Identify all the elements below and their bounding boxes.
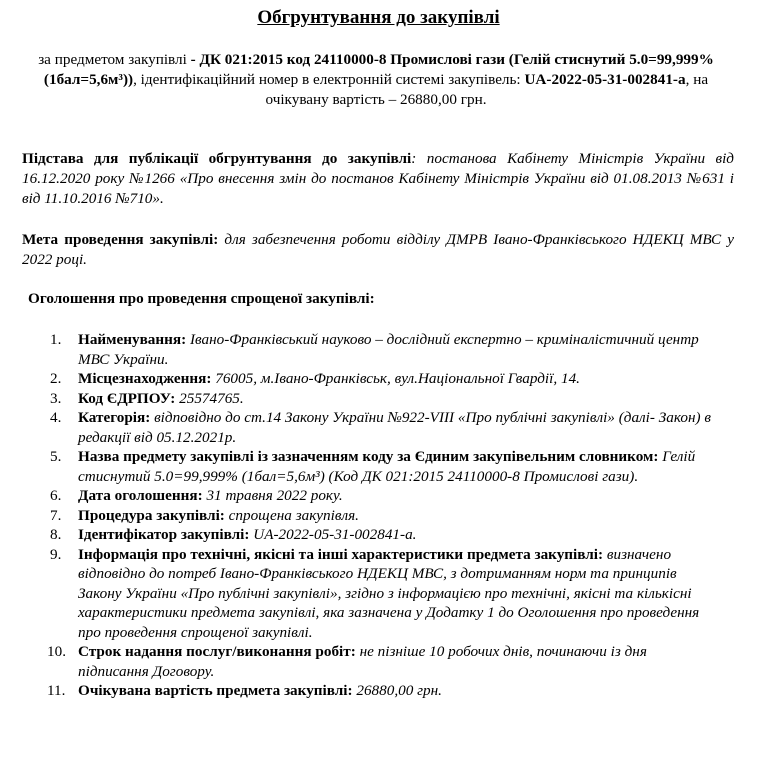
goal-text: для забезпечення роботи відділу ДМРВ Івано-Франківського НДЕКЦ МВС у 2022 році. xyxy=(22,231,734,268)
item-number: 10. xyxy=(47,643,66,660)
item-value: UA-2022-05-31-002841-a. xyxy=(249,526,417,543)
item-label: Строк надання послуг/виконання робіт: xyxy=(78,643,356,660)
item-label: Ідентифікатор закупівлі: xyxy=(78,526,250,543)
item-label: Назва предмету закупівлі із зазначенням коду за Єдиним закупівельним словником: xyxy=(78,448,659,465)
item-number: 6. xyxy=(50,487,62,504)
item-number: 1. xyxy=(50,331,62,348)
item-label: Найменування: xyxy=(78,331,187,348)
list-item xyxy=(0,525,757,545)
item-value: відповідно до ст.14 Закону України №922-VIII «Про публічні закупівлі» (далі- Закон) в редакції від 05.12.2021р. xyxy=(78,409,711,446)
list-item xyxy=(0,681,757,701)
basis-label: Підстава для публікації обгрунтування до закупівлі xyxy=(22,150,412,167)
item-value: 25574765. xyxy=(175,389,244,407)
basis-paragraph xyxy=(22,149,734,209)
item-value: Івано-Франківський науково – дослідний експертно – криміналістичний центр МВС України. xyxy=(78,331,699,368)
subject-middle: , ідентифікаційний номер в електронній системі закупівель: xyxy=(133,71,525,88)
item-value: визначено відповідно до потреб Івано-Франківського НДЕКЦ МВС, з дотриманням норм та принципів Закону України «Про публічні закупівлі», згідно з інформацією про технічні, якісні та кількісні характеристики предмета закупівлі, яка зазначена у Додатку 1 до Оголошення про проведення про проведення спрощеної закупівлі. xyxy=(78,545,700,641)
item-number: 5. xyxy=(50,448,62,465)
goal-paragraph xyxy=(22,230,734,270)
item-number: 7. xyxy=(50,506,62,524)
item-number: 2. xyxy=(50,370,62,387)
item-value: спрощена закупівля. xyxy=(224,506,359,524)
item-label: Категорія: xyxy=(78,409,151,426)
list-item xyxy=(0,330,757,369)
item-label: Інформація про технічні, якісні та інші характеристики предмета закупівлі: xyxy=(78,545,604,563)
item-label: Очікувана вартість предмета закупівлі: xyxy=(78,682,353,699)
list-item xyxy=(0,447,757,486)
list-item xyxy=(0,506,757,526)
item-value: 31 травня 2022 року. xyxy=(202,487,343,504)
item-value: Гелій стиснутий 5.0=99,999% (1бал=5,6м³) (Код ДК 021:2015 24110000-8 Промислові гази). xyxy=(78,448,696,485)
item-label: Код ЄДРПОУ: xyxy=(78,389,176,407)
subject-code: - ДК 021:2015 код 24110000-8 Промислові гази (Гелій стиснутий 5.0=99,999% (1бал=5,6м³)) xyxy=(43,51,714,88)
item-number: 9. xyxy=(50,545,62,563)
subject-suffix: , на очікувану вартість – 26880,00 грн. xyxy=(265,71,709,108)
procurement-subject xyxy=(18,50,734,110)
list-item xyxy=(0,486,757,506)
item-number: 3. xyxy=(50,389,62,407)
goal-label: Мета проведення закупівлі: xyxy=(22,231,219,248)
announcement-list xyxy=(0,330,757,701)
item-number: 4. xyxy=(50,409,62,426)
item-value: не пізніше 10 робочих днів, починаючи із дня підписання Договору. xyxy=(78,643,647,680)
list-item xyxy=(0,389,757,409)
list-item xyxy=(0,545,757,643)
item-number: 8. xyxy=(50,526,62,543)
list-item xyxy=(0,642,757,681)
item-value: 26880,00 грн. xyxy=(352,682,442,699)
subject-id: UA-2022-05-31-002841-a xyxy=(524,71,686,88)
item-number: 11. xyxy=(47,682,66,699)
item-label: Процедура закупівлі: xyxy=(78,506,225,524)
announcement-heading: Оголошення про проведення спрощеної закупівлі: xyxy=(28,290,375,307)
document-title: Обгрунтування до закупівлі xyxy=(257,7,500,28)
subject-prefix: за предметом закупівлі xyxy=(38,51,187,68)
item-value: 76005, м.Івано-Франківськ, вул.Національної Гвардії, 14. xyxy=(211,370,580,387)
item-label: Місцезнаходження: xyxy=(78,370,212,387)
list-item xyxy=(0,408,757,447)
basis-text: : постанова Кабінету Міністрів України від 16.12.2020 року №1266 «Про внесення змін до постанов Кабінету Міністрів України від 01.08.2013 №631 і від 11.10.2016 №710». xyxy=(22,150,734,207)
list-item xyxy=(0,369,757,389)
item-label: Дата оголошення: xyxy=(78,487,203,504)
